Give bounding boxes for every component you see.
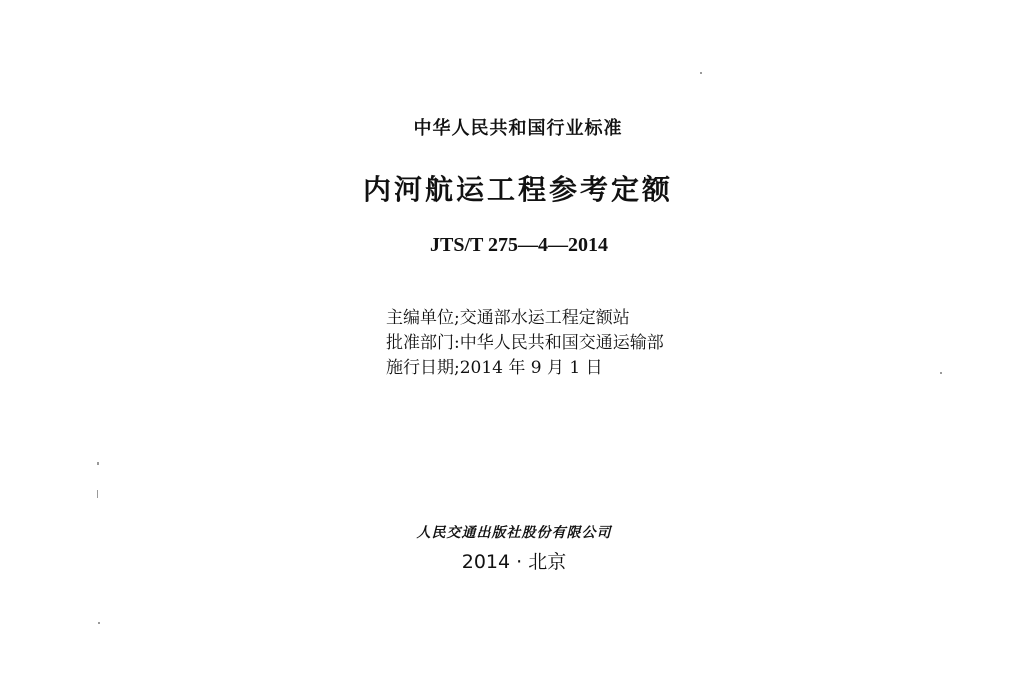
info-separator: : [454, 333, 460, 353]
info-row-approver [386, 331, 664, 356]
info-row-effective-date [386, 356, 664, 381]
info-separator: ; [454, 308, 460, 328]
scan-speck [97, 462, 99, 465]
info-row-editor [386, 306, 664, 331]
info-label: 主编单位 [386, 308, 454, 328]
info-value: 交通部水运工程定额站 [459, 308, 630, 328]
info-label: 批准部门 [386, 333, 454, 353]
info-block [386, 306, 664, 381]
scan-speck [700, 72, 702, 74]
info-value: 中华人民共和国交通运输部 [459, 333, 664, 353]
standard-series-heading: 中华人民共和国行业标准 [413, 118, 623, 139]
scan-speck [940, 372, 942, 374]
standard-code: JTS/T 275—4—2014 [430, 234, 608, 256]
info-label: 施行日期 [386, 358, 454, 378]
info-separator: ; [454, 358, 460, 378]
info-value: 2014 年 9 月 1 日 [459, 358, 603, 378]
place-and-year: 2014 · 北京 [461, 551, 567, 573]
scan-speck [98, 622, 100, 624]
scan-speck [97, 490, 98, 498]
document-title: 内河航运工程参考定额 [362, 173, 673, 206]
publisher-name: 人民交通出版社股份有限公司 [416, 525, 612, 541]
